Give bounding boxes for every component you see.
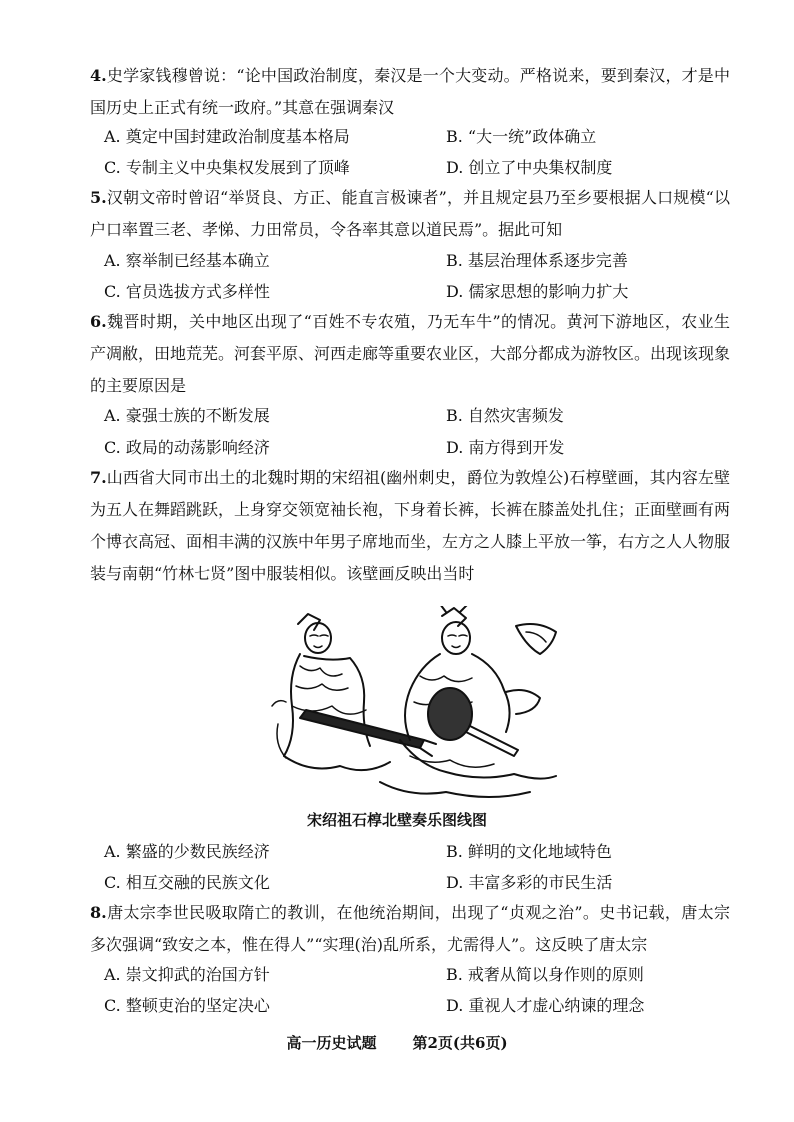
option-a[interactable]: A. 奠定中国封建政治制度基本格局 xyxy=(104,127,350,146)
question-text: 汉朝文帝时曾诏“举贤良、方正、能直言极谏者”，并且规定县乃至乡要根据人口规模“以户口率置三老、孝悌、力田常员，令各率其意以道民焉”。据此可知 xyxy=(90,188,730,239)
question-text: 唐太宗李世民吸取隋亡的教训，在他统治期间，出现了“贞观之治”。史书记载，唐太宗多次强调“致安之本，惟在得人”“实理(治)乱所系，尤需得人”。这反映了唐太宗 xyxy=(90,903,730,954)
question-stem xyxy=(90,182,730,246)
option-d[interactable]: D. 儒家思想的影响力扩大 xyxy=(446,282,629,301)
question-6 xyxy=(90,306,730,402)
question-text: 魏晋时期，关中地区出现了“百姓不专农殖，乃无车牛”的情况。黄河下游地区，农业生产凋敝，田地荒芜。河套平原、河西走廊等重要农业区，大部分都成为游牧区。出现该现象的主要原因是 xyxy=(90,312,731,395)
question-stem xyxy=(90,60,730,124)
option-d[interactable]: D. 重视人才虚心纳谏的理念 xyxy=(446,996,645,1015)
option-b[interactable]: B. 戒奢从简以身作则的原则 xyxy=(446,965,644,984)
option-c[interactable]: C. 官员选拔方式多样性 xyxy=(104,282,270,301)
option-b[interactable]: B. 基层治理体系逐步完善 xyxy=(446,251,628,270)
question-number: 8. xyxy=(90,903,107,922)
figure-caption: 宋绍祖石椁北壁奏乐图线图 xyxy=(306,811,487,829)
option-c[interactable]: C. 政局的动荡影响经济 xyxy=(104,438,270,457)
question-5 xyxy=(90,182,730,246)
option-a[interactable]: A. 崇文抑武的治国方针 xyxy=(104,965,270,984)
option-c[interactable]: C. 整顿吏治的坚定决心 xyxy=(104,996,270,1015)
footer-page-number: 第2页(共6页) xyxy=(412,1034,508,1052)
option-a[interactable]: A. 繁盛的少数民族经济 xyxy=(104,842,270,861)
option-c[interactable]: C. 专制主义中央集权发展到了顶峰 xyxy=(104,158,350,177)
option-d[interactable]: D. 创立了中央集权制度 xyxy=(446,158,613,177)
option-d[interactable]: D. 丰富多彩的市民生活 xyxy=(446,873,613,892)
option-b[interactable]: B. “大一统”政体确立 xyxy=(446,127,597,146)
question-number: 4. xyxy=(90,66,107,85)
option-a[interactable]: A. 察举制已经基本确立 xyxy=(104,251,270,270)
option-b[interactable]: B. 自然灾害频发 xyxy=(446,406,564,425)
question-number: 5. xyxy=(90,188,107,207)
question-number: 7. xyxy=(90,468,107,487)
question-8 xyxy=(90,897,730,961)
option-b[interactable]: B. 鲜明的文化地域特色 xyxy=(446,842,612,861)
question-text: 史学家钱穆曾说：“论中国政治制度，秦汉是一个大变动。严格说来，要到秦汉，才是中国历史上正式有统一政府。”其意在强调秦汉 xyxy=(90,66,730,117)
question-4 xyxy=(90,60,730,124)
question-number: 6. xyxy=(90,312,107,331)
option-d[interactable]: D. 南方得到开发 xyxy=(446,438,565,457)
question-stem xyxy=(90,897,730,961)
question-stem xyxy=(90,462,730,590)
option-a[interactable]: A. 豪强士族的不断发展 xyxy=(104,406,270,425)
question-text: 山西省大同市出土的北魏时期的宋绍祖(幽州刺史，爵位为敦煌公)石椁壁画，其内容左壁为五人在舞蹈跳跃，上身穿交领宽袖长袍，下身着长裤，长裤在膝盖处扎住；正面壁画有两个博衣高冠、面相丰满的汉族中年男子席地而坐，左方之人膝上平放一筝，右方之人人物服装与南朝“竹林七贤”图中服装相似。该壁画反映出当时 xyxy=(90,468,731,583)
mural-line-drawing xyxy=(270,606,560,806)
question-7 xyxy=(90,462,730,590)
option-c[interactable]: C. 相互交融的民族文化 xyxy=(104,873,270,892)
question-stem xyxy=(90,306,730,402)
page-footer xyxy=(0,1032,794,1053)
footer-subject: 高一历史试题 xyxy=(286,1034,377,1052)
